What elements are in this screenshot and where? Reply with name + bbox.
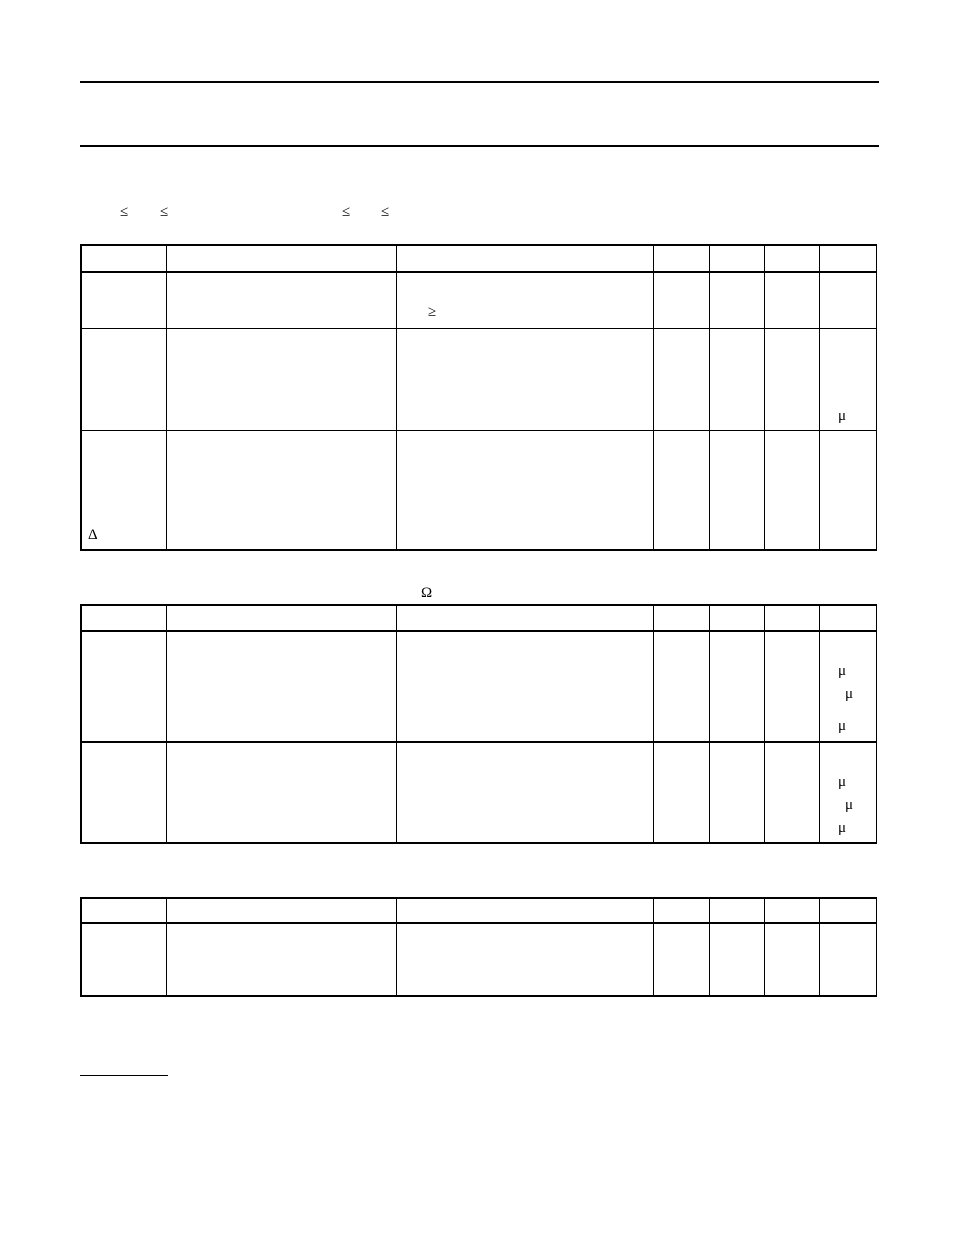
column-divider	[709, 606, 710, 842]
le-symbol: ≤	[160, 204, 169, 220]
column-divider	[653, 899, 654, 995]
micro-symbol: μ	[838, 718, 847, 734]
column-divider	[819, 606, 820, 842]
column-divider	[396, 899, 397, 995]
ohm-symbol: Ω	[421, 585, 433, 601]
column-divider	[764, 606, 765, 842]
micro-symbol: μ	[838, 820, 847, 836]
micro-symbol: μ	[838, 774, 847, 790]
column-divider	[819, 899, 820, 995]
header-top-rule	[80, 81, 879, 83]
header-row-divider	[82, 271, 876, 273]
column-divider	[396, 246, 397, 549]
column-divider	[709, 899, 710, 995]
characteristics-table-3	[80, 897, 877, 997]
characteristics-table-2	[80, 604, 877, 844]
header-row-divider	[82, 630, 876, 632]
column-divider	[709, 246, 710, 549]
header-row-divider	[82, 922, 876, 924]
le-symbol: ≤	[381, 204, 390, 220]
delta-symbol: Δ	[88, 527, 98, 543]
micro-symbol: μ	[838, 408, 847, 424]
row-divider	[82, 328, 876, 329]
row-divider	[82, 741, 876, 743]
header-bottom-rule	[80, 145, 879, 147]
micro-symbol: μ	[845, 797, 854, 813]
micro-symbol: μ	[845, 686, 854, 702]
column-divider	[166, 246, 167, 549]
le-symbol: ≤	[342, 204, 351, 220]
column-divider	[653, 606, 654, 842]
column-divider	[396, 606, 397, 842]
footnote-separator	[80, 1075, 168, 1076]
column-divider	[653, 246, 654, 549]
le-symbol: ≤	[120, 204, 129, 220]
column-divider	[819, 246, 820, 549]
column-divider	[764, 246, 765, 549]
row-divider	[82, 430, 876, 431]
characteristics-table-1	[80, 244, 877, 551]
column-divider	[764, 899, 765, 995]
column-divider	[166, 606, 167, 842]
column-divider	[166, 899, 167, 995]
micro-symbol: μ	[838, 663, 847, 679]
ge-symbol: ≥	[428, 304, 437, 320]
